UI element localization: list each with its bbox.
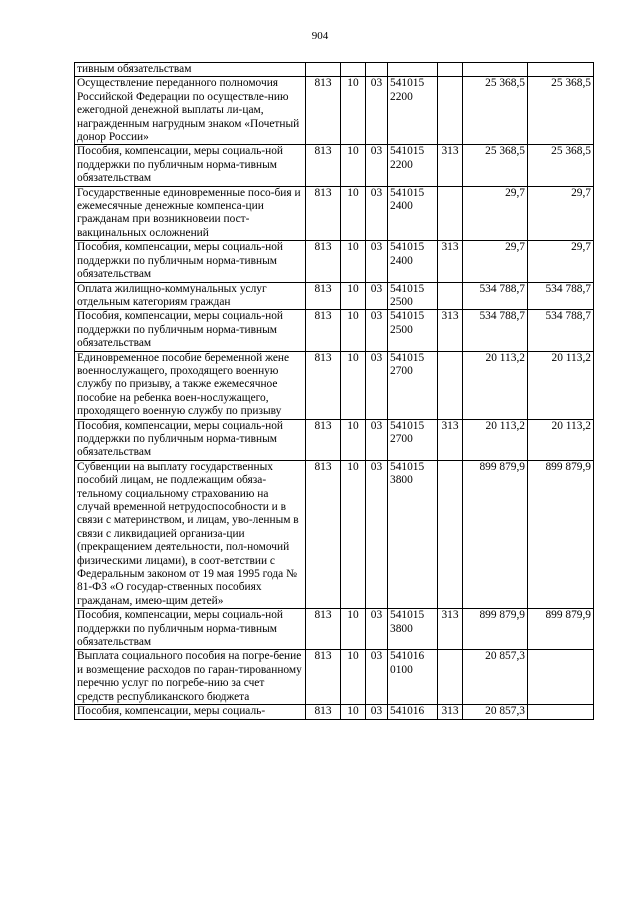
- target-article-code: 541015 3800: [388, 609, 438, 650]
- target-article-code: [388, 63, 438, 77]
- target-article-code: 541015 2500: [388, 282, 438, 310]
- subsection-code: 03: [366, 419, 388, 460]
- amount-2: 534 788,7: [528, 310, 594, 351]
- section-code: 10: [341, 650, 366, 705]
- ministry-code: [306, 63, 341, 77]
- amount-2: [528, 650, 594, 705]
- ministry-code: 813: [306, 145, 341, 186]
- amount-1: 899 879,9: [463, 609, 528, 650]
- section-code: 10: [341, 282, 366, 310]
- section-code: 10: [341, 609, 366, 650]
- subsection-code: 03: [366, 145, 388, 186]
- section-code: 10: [341, 77, 366, 145]
- section-code: 10: [341, 460, 366, 608]
- amount-2: 20 113,2: [528, 351, 594, 419]
- amount-1: 20 113,2: [463, 419, 528, 460]
- row-name: Выплата социального пособия на погре-бение и возмещение расходов по гаран-тированному перечню услуг по погребе-нию за счет средств республиканского бюджета: [75, 650, 306, 705]
- expense-type-code: 313: [438, 241, 463, 282]
- section-code: 10: [341, 241, 366, 282]
- amount-2: 29,7: [528, 186, 594, 241]
- budget-table: [74, 62, 594, 720]
- amount-2: 899 879,9: [528, 460, 594, 608]
- subsection-code: 03: [366, 77, 388, 145]
- table-row: [75, 705, 594, 719]
- expense-type-code: [438, 460, 463, 608]
- row-name: Пособия, компенсации, меры социаль-: [75, 705, 306, 719]
- ministry-code: 813: [306, 705, 341, 719]
- subsection-code: [366, 63, 388, 77]
- amount-1: 20 857,3: [463, 650, 528, 705]
- row-name: Единовременное пособие беременной жене военнослужащего, проходящего военную службу по призыву, а также ежемесячное пособие на ребенка воен-нослужащего, проходящего военную службу по призыву: [75, 351, 306, 419]
- ministry-code: 813: [306, 282, 341, 310]
- expense-type-code: [438, 650, 463, 705]
- amount-2: 534 788,7: [528, 282, 594, 310]
- amount-1: 534 788,7: [463, 282, 528, 310]
- amount-1: 25 368,5: [463, 77, 528, 145]
- ministry-code: 813: [306, 241, 341, 282]
- row-name: Осуществление переданного полномочия Российской Федерации по осуществле-нию ежегодной денежной выплаты ли-цам, награжденным нагрудным знаком «Почетный донор России»: [75, 77, 306, 145]
- amount-1: 899 879,9: [463, 460, 528, 608]
- table-row: [75, 145, 594, 186]
- table-row: [75, 609, 594, 650]
- target-article-code: 541015 2400: [388, 241, 438, 282]
- section-code: [341, 63, 366, 77]
- target-article-code: 541015 3800: [388, 460, 438, 608]
- ministry-code: 813: [306, 310, 341, 351]
- amount-1: 29,7: [463, 241, 528, 282]
- row-name: Государственные единовременные посо-бия и ежемесячные денежные компенса-ции гражданам при возникновеии пост-вакцинальных осложнений: [75, 186, 306, 241]
- amount-1: [463, 63, 528, 77]
- target-article-code: 541015 2200: [388, 145, 438, 186]
- target-article-code: 541016: [388, 705, 438, 719]
- row-name: Субвенции на выплату государственных пособий лицам, не подлежащим обяза-тельному социальному страхованию на случай временной нетрудоспособности и в связи с материнством, и лицам, уво-ленным в связи с ликвидацией организа-ции (прекращением деятельности, пол-номочий физическими лицами), в соот-ветствии с Федеральным законом от 19 мая 1995 года № 81-ФЗ «О государ-ственных пособиях гражданам, имею-щим детей»: [75, 460, 306, 608]
- amount-2: 29,7: [528, 241, 594, 282]
- subsection-code: 03: [366, 282, 388, 310]
- expense-type-code: 313: [438, 145, 463, 186]
- subsection-code: 03: [366, 650, 388, 705]
- expense-type-code: [438, 186, 463, 241]
- row-name: Пособия, компенсации, меры социаль-ной поддержки по публичным норма-тивным обязательствам: [75, 609, 306, 650]
- section-code: 10: [341, 186, 366, 241]
- table-row: [75, 419, 594, 460]
- section-code: 10: [341, 145, 366, 186]
- ministry-code: 813: [306, 351, 341, 419]
- target-article-code: 541015 2500: [388, 310, 438, 351]
- section-code: 10: [341, 310, 366, 351]
- table-row: [75, 241, 594, 282]
- table-row: [75, 460, 594, 608]
- amount-2: 899 879,9: [528, 609, 594, 650]
- expense-type-code: [438, 77, 463, 145]
- target-article-code: 541015 2400: [388, 186, 438, 241]
- amount-1: 534 788,7: [463, 310, 528, 351]
- target-article-code: 541015 2700: [388, 419, 438, 460]
- table-row: [75, 351, 594, 419]
- ministry-code: 813: [306, 186, 341, 241]
- target-article-code: 541015 2700: [388, 351, 438, 419]
- row-name: Пособия, компенсации, меры социаль-ной поддержки по публичным норма-тивным обязательствам: [75, 419, 306, 460]
- amount-2: 25 368,5: [528, 145, 594, 186]
- subsection-code: 03: [366, 241, 388, 282]
- amount-1: 25 368,5: [463, 145, 528, 186]
- amount-2: 25 368,5: [528, 77, 594, 145]
- subsection-code: 03: [366, 351, 388, 419]
- table-row: [75, 282, 594, 310]
- table-row: [75, 186, 594, 241]
- expense-type-code: 313: [438, 310, 463, 351]
- subsection-code: 03: [366, 186, 388, 241]
- ministry-code: 813: [306, 77, 341, 145]
- subsection-code: 03: [366, 609, 388, 650]
- section-code: 10: [341, 419, 366, 460]
- expense-type-code: [438, 351, 463, 419]
- target-article-code: 541015 2200: [388, 77, 438, 145]
- target-article-code: 541016 0100: [388, 650, 438, 705]
- row-name: Оплата жилищно-коммунальных услуг отдельным категориям граждан: [75, 282, 306, 310]
- amount-1: 20 857,3: [463, 705, 528, 719]
- ministry-code: 813: [306, 609, 341, 650]
- expense-type-code: 313: [438, 419, 463, 460]
- expense-type-code: 313: [438, 609, 463, 650]
- table-row: [75, 77, 594, 145]
- expense-type-code: [438, 63, 463, 77]
- ministry-code: 813: [306, 419, 341, 460]
- section-code: 10: [341, 351, 366, 419]
- section-code: 10: [341, 705, 366, 719]
- amount-1: 20 113,2: [463, 351, 528, 419]
- subsection-code: 03: [366, 460, 388, 608]
- amount-2: [528, 705, 594, 719]
- ministry-code: 813: [306, 650, 341, 705]
- row-name: Пособия, компенсации, меры социаль-ной поддержки по публичным норма-тивным обязательствам: [75, 310, 306, 351]
- ministry-code: 813: [306, 460, 341, 608]
- expense-type-code: 313: [438, 705, 463, 719]
- row-name: Пособия, компенсации, меры социаль-ной поддержки по публичным норма-тивным обязательствам: [75, 241, 306, 282]
- table-row: [75, 650, 594, 705]
- table-row: [75, 310, 594, 351]
- row-name: тивным обязательствам: [75, 63, 306, 77]
- amount-2: [528, 63, 594, 77]
- expense-type-code: [438, 282, 463, 310]
- page-number: 904: [311, 30, 329, 42]
- amount-1: 29,7: [463, 186, 528, 241]
- table-row: [75, 63, 594, 77]
- subsection-code: 03: [366, 705, 388, 719]
- subsection-code: 03: [366, 310, 388, 351]
- row-name: Пособия, компенсации, меры социаль-ной поддержки по публичным норма-тивным обязательствам: [75, 145, 306, 186]
- amount-2: 20 113,2: [528, 419, 594, 460]
